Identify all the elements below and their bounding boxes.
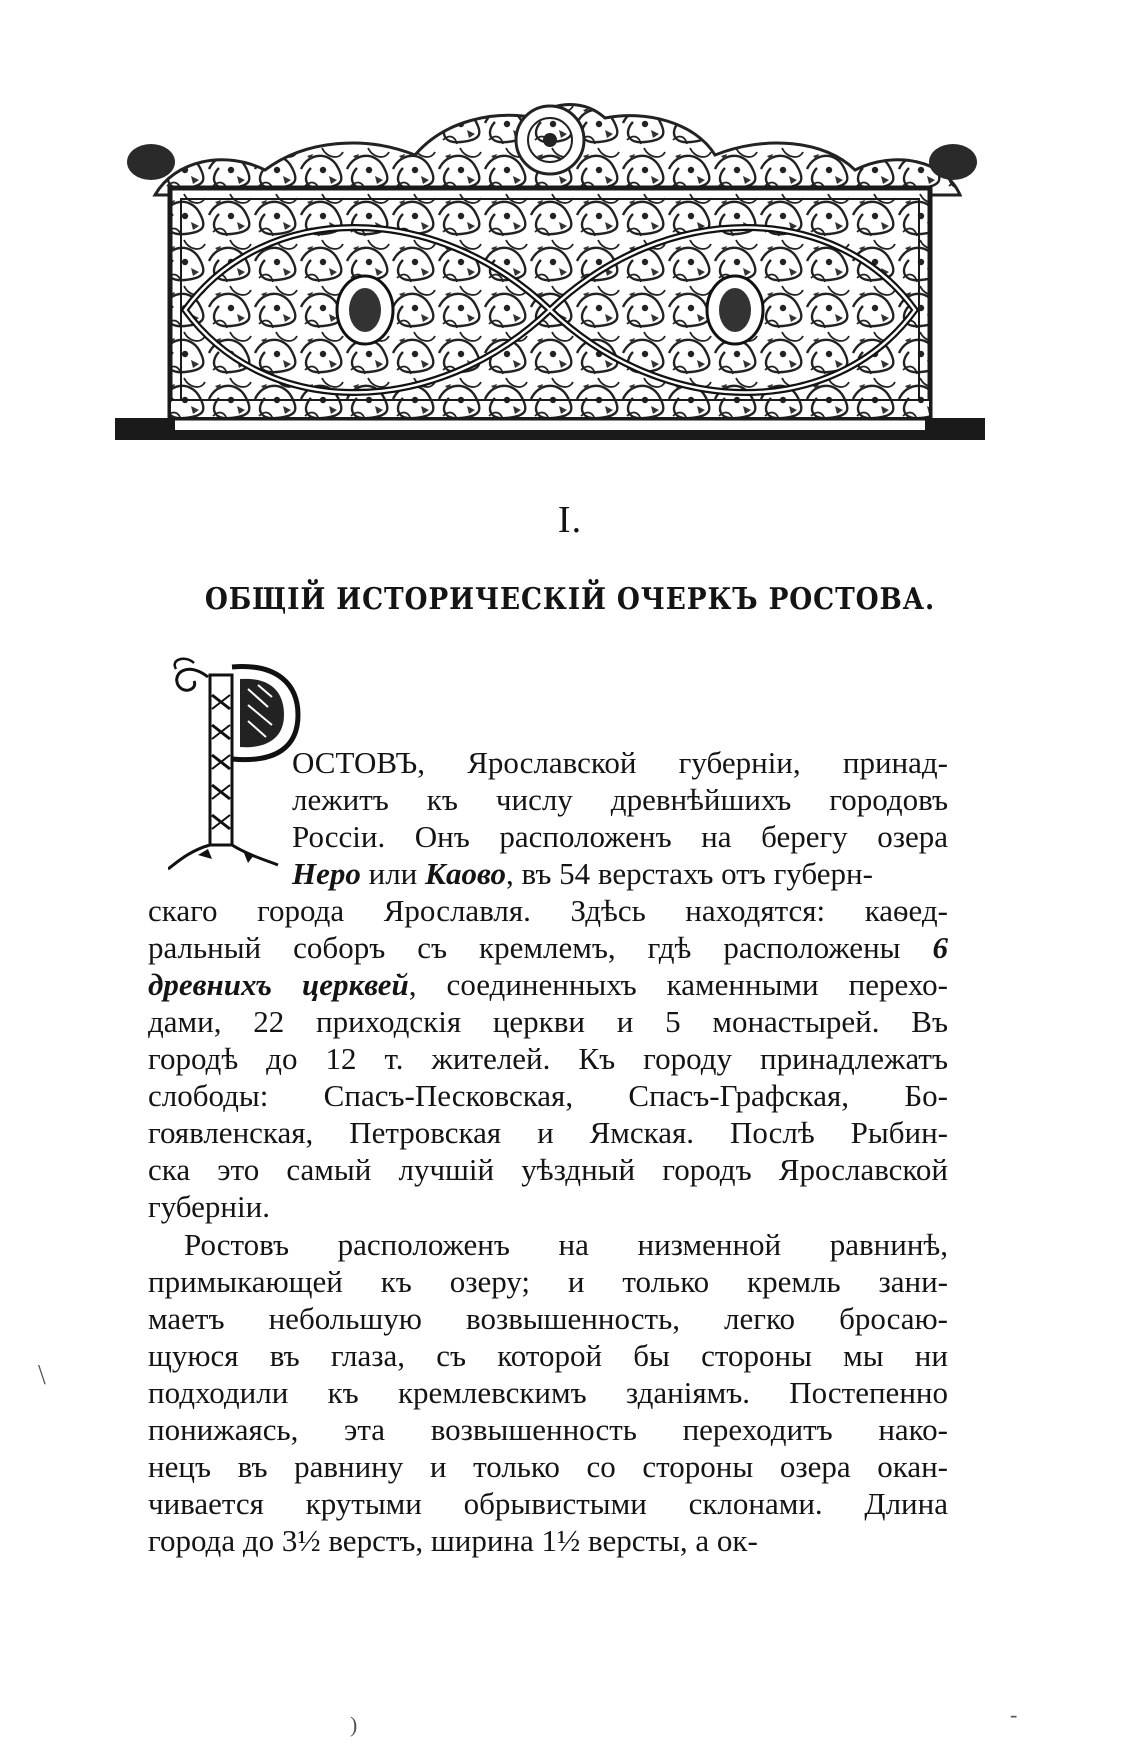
text-line: городѣ до 12 т. жителей. Къ городу принадлежатъ (148, 1041, 948, 1076)
text-line: лежитъ къ числу древнѣйшихъ городовъ (292, 782, 948, 817)
text-line: дами, 22 приходскія церкви и 5 монастырей. Въ (148, 1004, 948, 1039)
text-line: маетъ небольшую возвышенность, легко бросаю- (148, 1301, 948, 1336)
text-line: губерніи. (148, 1189, 270, 1224)
text-line: нецъ въ равнину и только со стороны озера окан- (148, 1449, 948, 1484)
ornamental-headpiece-icon (115, 100, 985, 440)
text-line: ска это самый лучшій уѣздный городъ Ярославской (148, 1152, 948, 1187)
text-line: подходили къ кремлевскимъ зданіямъ. Постепенно (148, 1375, 948, 1410)
paragraph-2 (148, 1226, 948, 1559)
chapter-number: I. (557, 499, 583, 541)
emphasis-ancient-churches: древнихъ церквей (148, 967, 409, 1002)
text-line: слободы: Спасъ-Песковская, Спасъ-Графская, Бо- (148, 1078, 948, 1113)
text-line: города до 3½ верстъ, ширина 1½ версты, а ок- (148, 1523, 758, 1558)
scan-speck: ) (350, 1712, 358, 1737)
text-line: скаго города Ярославля. Здѣсь находятся: каѳед- (148, 893, 948, 928)
scan-speck: \ (38, 1360, 46, 1391)
text-line: Ростовъ расположенъ на низменной равнинѣ, (184, 1227, 948, 1262)
place-name-kaovo: Каово (425, 856, 506, 891)
text-line: ральный соборъ съ кремлемъ, гдѣ расположены 6 (148, 930, 948, 965)
text-line: чивается крутыми обрывистыми склонами. Длина (148, 1486, 948, 1521)
text-line: гоявленская, Петровская и Ямская. Послѣ Рыбин- (148, 1115, 948, 1150)
text-line: Неро или Каово, въ 54 верстахъ отъ губерн- (292, 856, 873, 891)
place-name-nero: Неро (292, 856, 361, 891)
text-line: древнихъ церквей, соединенныхъ каменными перехо- (148, 967, 949, 1002)
text-line: понижаясь, эта возвышенность переходитъ нако- (148, 1412, 948, 1447)
text-line: щуюся въ глаза, съ которой бы стороны мы ни (148, 1338, 948, 1373)
paragraph-1-body (148, 892, 948, 1225)
text-line: примыкающей къ озеру; и только кремль зани- (148, 1264, 948, 1299)
chapter-title: ОБЩІЙ ИСТОРИЧЕСКІЙ ОЧЕРКЪ РОСТОВА. (204, 582, 936, 617)
dropcap-ornament-icon (168, 655, 308, 875)
scan-speck: - (1010, 1702, 1018, 1727)
text-line: ОСТОВЪ, Ярославской губерніи, принад- (292, 745, 948, 780)
paragraph-1-opening (292, 744, 948, 892)
text-line: Россіи. Онъ расположенъ на берегу озера (292, 819, 948, 854)
